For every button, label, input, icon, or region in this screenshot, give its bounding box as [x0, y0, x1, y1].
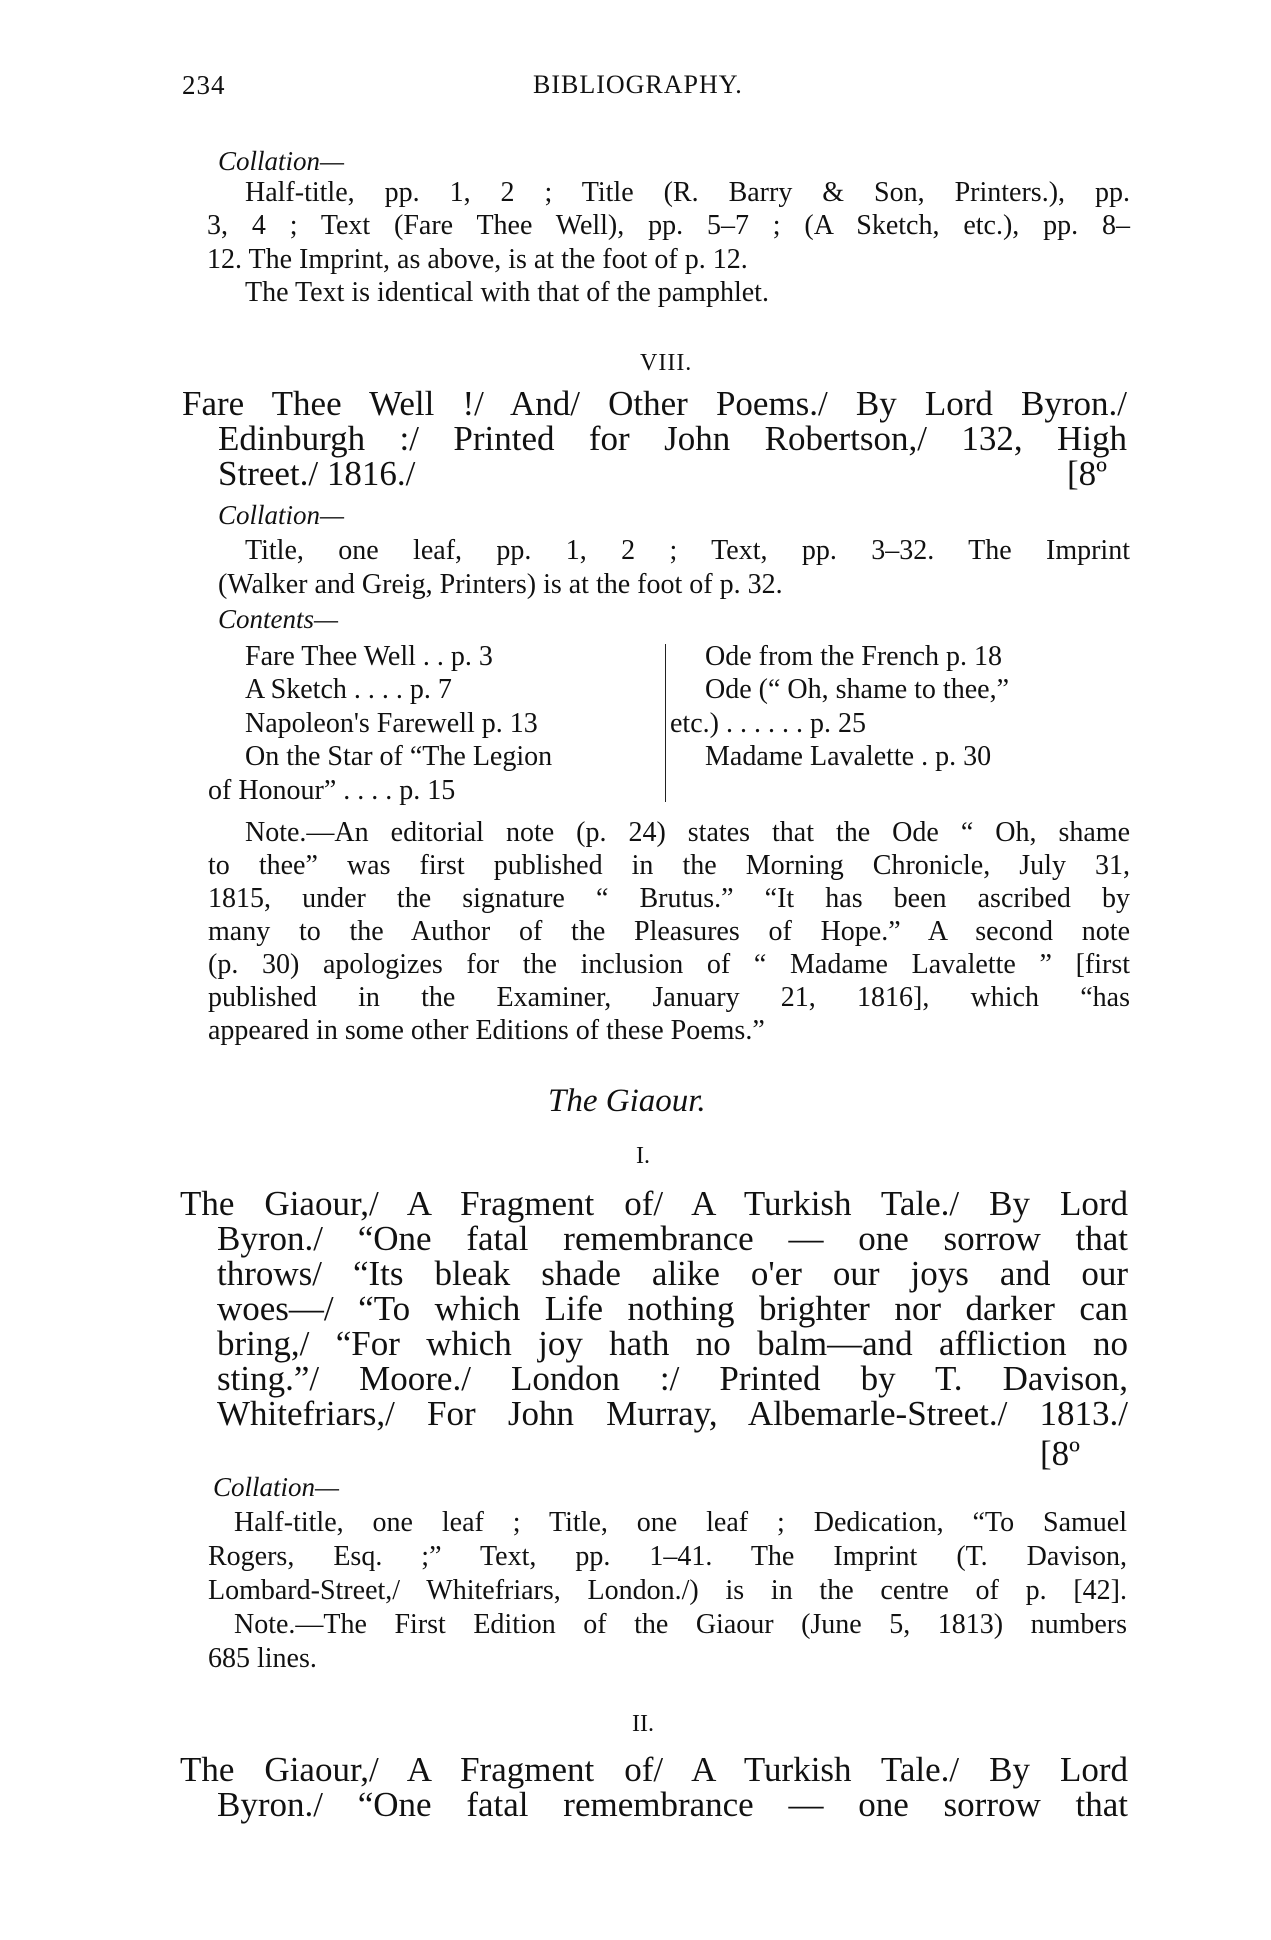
title-line: The Giaour,/ A Fragment of/ A Turkish Tale./ By Lord: [180, 1750, 1128, 1789]
title-line: sting.”/ Moore./ London :/ Printed by T. Davison,: [217, 1359, 1128, 1398]
collation-line: Rogers, Esq. ;” Text, pp. 1–41. The Imprint (T. Davison,: [208, 1541, 1127, 1572]
collation-line: Note.—The First Edition of the Giaour (June 5, 1813) numbers: [234, 1609, 1127, 1640]
title-line: Byron./ “One fatal remembrance — one sorrow that: [217, 1219, 1128, 1258]
title-line: Byron./ “One fatal remembrance — one sorrow that: [217, 1785, 1128, 1824]
note-line: to thee” was first published in the Morning Chronicle, July 31,: [208, 850, 1130, 881]
contents-entry: Ode from the French p. 18: [705, 641, 1003, 672]
collation-line: Half-title, one leaf ; Title, one leaf ; Dedication, “To Samuel: [234, 1507, 1127, 1538]
collation-line: Lombard-Street,/ Whitefriars, London./) is in the centre of p. [42].: [208, 1575, 1127, 1606]
collation-line: Half-title, pp. 1, 2 ; Title (R. Barry & Son, Printers.), pp.: [245, 177, 1130, 208]
note-line: many to the Author of the Pleasures of Hope.” A second note: [208, 916, 1130, 947]
collation-line: 3, 4 ; Text (Fare Thee Well), pp. 5–7 ; (A Sketch, etc.), pp. 8–: [207, 210, 1130, 241]
collation-line: Title, one leaf, pp. 1, 2 ; Text, pp. 3–32. The Imprint: [245, 535, 1130, 566]
title-line: throws/ “Its bleak shade alike o'er our joys and our: [217, 1254, 1128, 1293]
title-line: Edinburgh :/ Printed for John Robertson,/ 132, High: [218, 419, 1127, 458]
title-line: Street./ 1816./: [218, 454, 416, 493]
format-mark: [8º: [1067, 454, 1108, 493]
contents-entry: Madame Lavalette . p. 30: [705, 741, 992, 772]
note-line: Note.—An editorial note (p. 24) states that the Ode “ Oh, shame: [245, 817, 1130, 848]
collation-label: Collation—: [218, 500, 345, 530]
collation-line: 685 lines.: [208, 1643, 317, 1674]
title-line: woes—/ “To which Life nothing brighter nor darker can: [217, 1289, 1128, 1328]
running-title: BIBLIOGRAPHY.: [533, 70, 743, 99]
contents-entry: Napoleon's Farewell p. 13: [245, 708, 538, 739]
collation-line: 12. The Imprint, as above, is at the foot of p. 12.: [207, 244, 748, 275]
contents-entry: of Honour” . . . . p. 15: [208, 775, 456, 806]
page-number: 234: [182, 70, 226, 100]
section-heading: The Giaour.: [548, 1083, 706, 1119]
note-line: 1815, under the signature “ Brutus.” “It has been ascribed by: [208, 883, 1130, 914]
collation-label: Collation—: [213, 1472, 340, 1502]
contents-entry: etc.) . . . . . . p. 25: [670, 708, 866, 739]
title-line: Fare Thee Well !/ And/ Other Poems./ By Lord Byron./: [182, 384, 1127, 423]
contents-label: Contents—: [218, 604, 339, 634]
note-line: published in the Examiner, January 21, 1816], which “has: [208, 982, 1130, 1013]
contents-entry: Fare Thee Well . . p. 3: [245, 641, 493, 672]
contents-entry: A Sketch . . . . p. 7: [245, 674, 452, 705]
column-rule: [665, 644, 666, 802]
section-numeral: VIII.: [640, 350, 693, 376]
contents-entry: Ode (“ Oh, shame to thee,”: [705, 674, 1009, 705]
note-line: appeared in some other Editions of these Poems.”: [208, 1015, 765, 1046]
note-line: (p. 30) apologizes for the inclusion of “ Madame Lavalette ” [first: [208, 949, 1130, 980]
section-numeral: II.: [632, 1711, 654, 1737]
title-line: bring,/ “For which joy hath no balm—and affliction no: [217, 1324, 1128, 1363]
collation-label: Collation—: [218, 146, 345, 176]
collation-line: The Text is identical with that of the pamphlet.: [245, 277, 769, 308]
title-line: Whitefriars,/ For John Murray, Albemarle-Street./ 1813./: [217, 1394, 1128, 1433]
collation-line: (Walker and Greig, Printers) is at the foot of p. 32.: [218, 569, 783, 600]
contents-entry: On the Star of “The Legion: [245, 741, 553, 772]
title-line: The Giaour,/ A Fragment of/ A Turkish Tale./ By Lord: [180, 1184, 1128, 1223]
format-mark: [8º: [1040, 1434, 1081, 1473]
section-numeral: I.: [636, 1143, 650, 1169]
